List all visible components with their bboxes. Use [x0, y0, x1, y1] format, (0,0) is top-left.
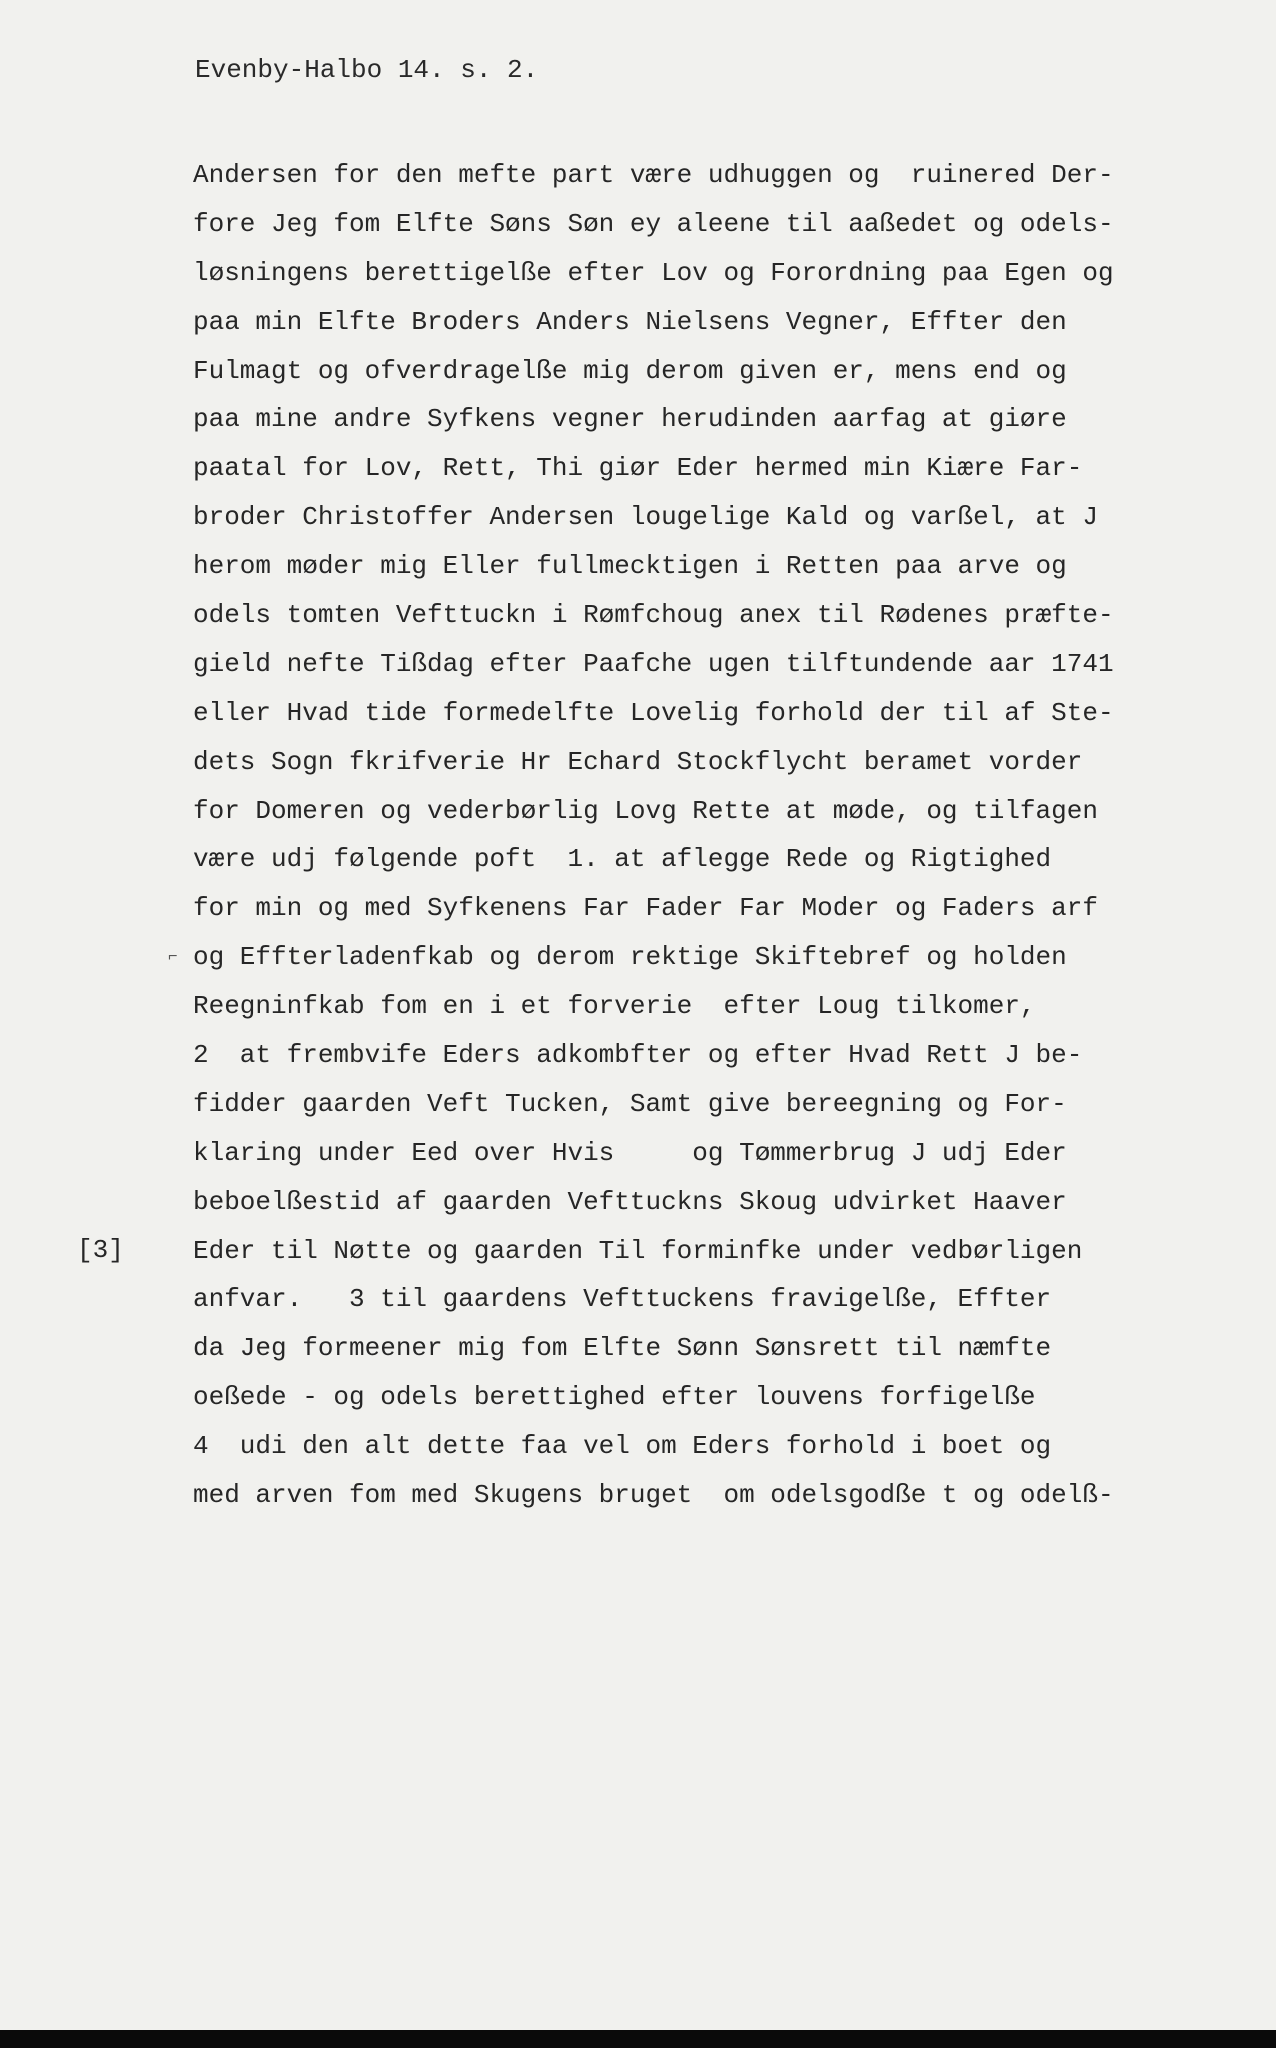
scan-border: [0, 2030, 1276, 2048]
page-header: Evenby-Halbo 14. s. 2.: [195, 55, 539, 85]
text-line: for min og med Syfkenens Far Fader Far Moder og Faders arf: [193, 893, 1098, 924]
text-line: anfvar. 3 til gaardens Vefttuckens fravigelße, Effter: [193, 1284, 1052, 1315]
text-line: fidder gaarden Veft Tucken, Samt give bereegning og For-: [193, 1088, 1067, 1119]
text-line: Andersen for den mefte part være udhuggen og ruinered Der-: [193, 160, 1114, 190]
text-line: Eder til Nøtte og gaarden Til forminfke under vedbørligen: [193, 1235, 1083, 1266]
text-line: da Jeg formeener mig fom Elfte Sønn Sønsrett til næmfte: [193, 1333, 1052, 1364]
text-line: paa min Elfte Broders Anders Nielsens Vegner, Effter den: [193, 306, 1067, 337]
text-line: være udj følgende poft 1. at aflegge Rede og Rigtighed: [193, 844, 1052, 875]
text-line: fore Jeg fom Elfte Søns Søn ey aleene til aaßedet og odels-: [193, 208, 1114, 239]
text-line: broder Christoffer Andersen lougelige Kald og varßel, at J: [193, 502, 1098, 533]
text-line: Fulmagt og ofverdragelße mig derom given er, mens end og: [193, 355, 1067, 386]
text-line: paatal for Lov, Rett, Thi giør Eder hermed min Kiære Far-: [193, 453, 1083, 484]
text-line: for Domeren og vederbørlig Lovg Rette at møde, og tilfagen: [193, 795, 1098, 826]
text-line: og Effterladenfkab og derom rektige Skiftebref og holden: [193, 942, 1067, 973]
text-line: herom møder mig Eller fullmecktigen i Retten paa arve og: [193, 551, 1067, 582]
text-line: 2 at frembvife Eders adkombfter og efter Hvad Rett J be-: [193, 1040, 1083, 1071]
text-line: eller Hvad tide formedelfte Lovelig forhold der til af Ste-: [193, 697, 1114, 728]
text-line: odels tomten Vefttuckn i Rømfchoug anex til Rødenes præfte-: [193, 600, 1114, 631]
text-line: dets Sogn fkrifverie Hr Echard Stockflycht beramet vorder: [193, 746, 1083, 777]
text-line: paa mine andre Syfkens vegner herudinden aarfag at giøre: [193, 404, 1067, 435]
text-line: med arven fom med Skugens bruget om odelsgodße t og odelß-: [193, 1480, 1114, 1511]
text-line: løsningens berettigelße efter Lov og Forordning paa Egen og: [193, 257, 1114, 288]
text-line: 4 udi den alt dette faa vel om Eders forhold i boet og: [193, 1431, 1052, 1462]
margin-mark: ⌐: [168, 948, 178, 966]
text-line: oeßede - og odels berettighed efter louvens forfigelße: [193, 1382, 1036, 1413]
margin-page-reference: [3]: [77, 1235, 124, 1265]
text-line: klaring under Eed over Hvis og Tømmerbrug J udj Eder: [193, 1137, 1067, 1168]
text-line: beboelßestid af gaarden Vefttuckns Skoug udvirket Haaver: [193, 1186, 1067, 1217]
transcription-body: [193, 151, 1114, 1520]
text-line: Reegninfkab fom en i et forverie efter Loug tilkomer,: [193, 991, 1036, 1022]
text-line: gield nefte Tißdag efter Paafche ugen tilftundende aar 1741: [193, 648, 1114, 679]
